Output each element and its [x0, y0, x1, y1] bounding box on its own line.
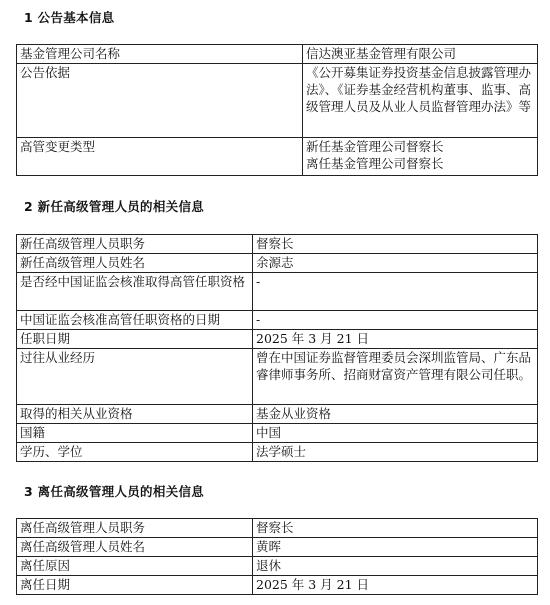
row-label: 过往从业经历: [17, 349, 253, 405]
row-value: 《公开募集证券投资基金信息披露管理办法》、《证券基金经营机构董事、监事、高级管理人员及从业人员监督管理办法》等: [303, 64, 538, 138]
table-row: [17, 424, 538, 443]
row-label: 取得的相关从业资格: [17, 405, 253, 424]
table-row: [17, 138, 538, 176]
table-row: [17, 64, 538, 138]
row-label: 新任高级管理人员姓名: [17, 254, 253, 273]
row-value: 黄晖: [253, 538, 538, 557]
row-label: 任职日期: [17, 330, 253, 349]
new-executive-info-table: [16, 234, 538, 462]
departing-executive-info-table: [16, 518, 538, 595]
table-row: [17, 405, 538, 424]
row-value: 2025 年 3 月 21 日: [253, 576, 538, 595]
table-row: [17, 254, 538, 273]
row-label: 是否经中国证监会核准取得高管任职资格: [17, 273, 253, 311]
row-value: -: [253, 273, 538, 311]
row-label: 新任高级管理人员职务: [17, 235, 253, 254]
row-value: 余源志: [253, 254, 538, 273]
table-row: [17, 273, 538, 311]
row-value: 2025 年 3 月 21 日: [253, 330, 538, 349]
row-value: 督察长: [253, 519, 538, 538]
table-row: [17, 576, 538, 595]
table-row: [17, 235, 538, 254]
table-row: [17, 349, 538, 405]
row-label: 学历、学位: [17, 443, 253, 462]
table-row: [17, 557, 538, 576]
announcement-basic-info-table: [16, 44, 538, 176]
table-row: [17, 330, 538, 349]
row-label: 离任高级管理人员姓名: [17, 538, 253, 557]
row-value: 信达澳亚基金管理有限公司: [303, 45, 538, 64]
row-value: 中国: [253, 424, 538, 443]
table-row: [17, 311, 538, 330]
row-label: 离任原因: [17, 557, 253, 576]
row-value: 基金从业资格: [253, 405, 538, 424]
row-label: 中国证监会核准高管任职资格的日期: [17, 311, 253, 330]
table-row: [17, 519, 538, 538]
row-value: 新任基金管理公司督察长 离任基金管理公司督察长: [303, 138, 538, 176]
row-label: 离任高级管理人员职务: [17, 519, 253, 538]
row-value: 退休: [253, 557, 538, 576]
table-row: [17, 443, 538, 462]
row-label: 国籍: [17, 424, 253, 443]
row-value: 曾在中国证券监督管理委员会深圳监管局、广东品睿律师事务所、招商财富资产管理有限公司任职。: [253, 349, 538, 405]
section-1-heading: 1 公告基本信息: [24, 10, 115, 25]
row-label: 高管变更类型: [17, 138, 303, 176]
row-label: 基金管理公司名称: [17, 45, 303, 64]
section-2-heading: 2 新任高级管理人员的相关信息: [24, 199, 205, 214]
section-3-heading: 3 离任高级管理人员的相关信息: [24, 484, 205, 499]
row-value: 法学硕士: [253, 443, 538, 462]
table-row: [17, 538, 538, 557]
row-label: 离任日期: [17, 576, 253, 595]
row-value: 督察长: [253, 235, 538, 254]
table-row: [17, 45, 538, 64]
row-label: 公告依据: [17, 64, 303, 138]
row-value: -: [253, 311, 538, 330]
